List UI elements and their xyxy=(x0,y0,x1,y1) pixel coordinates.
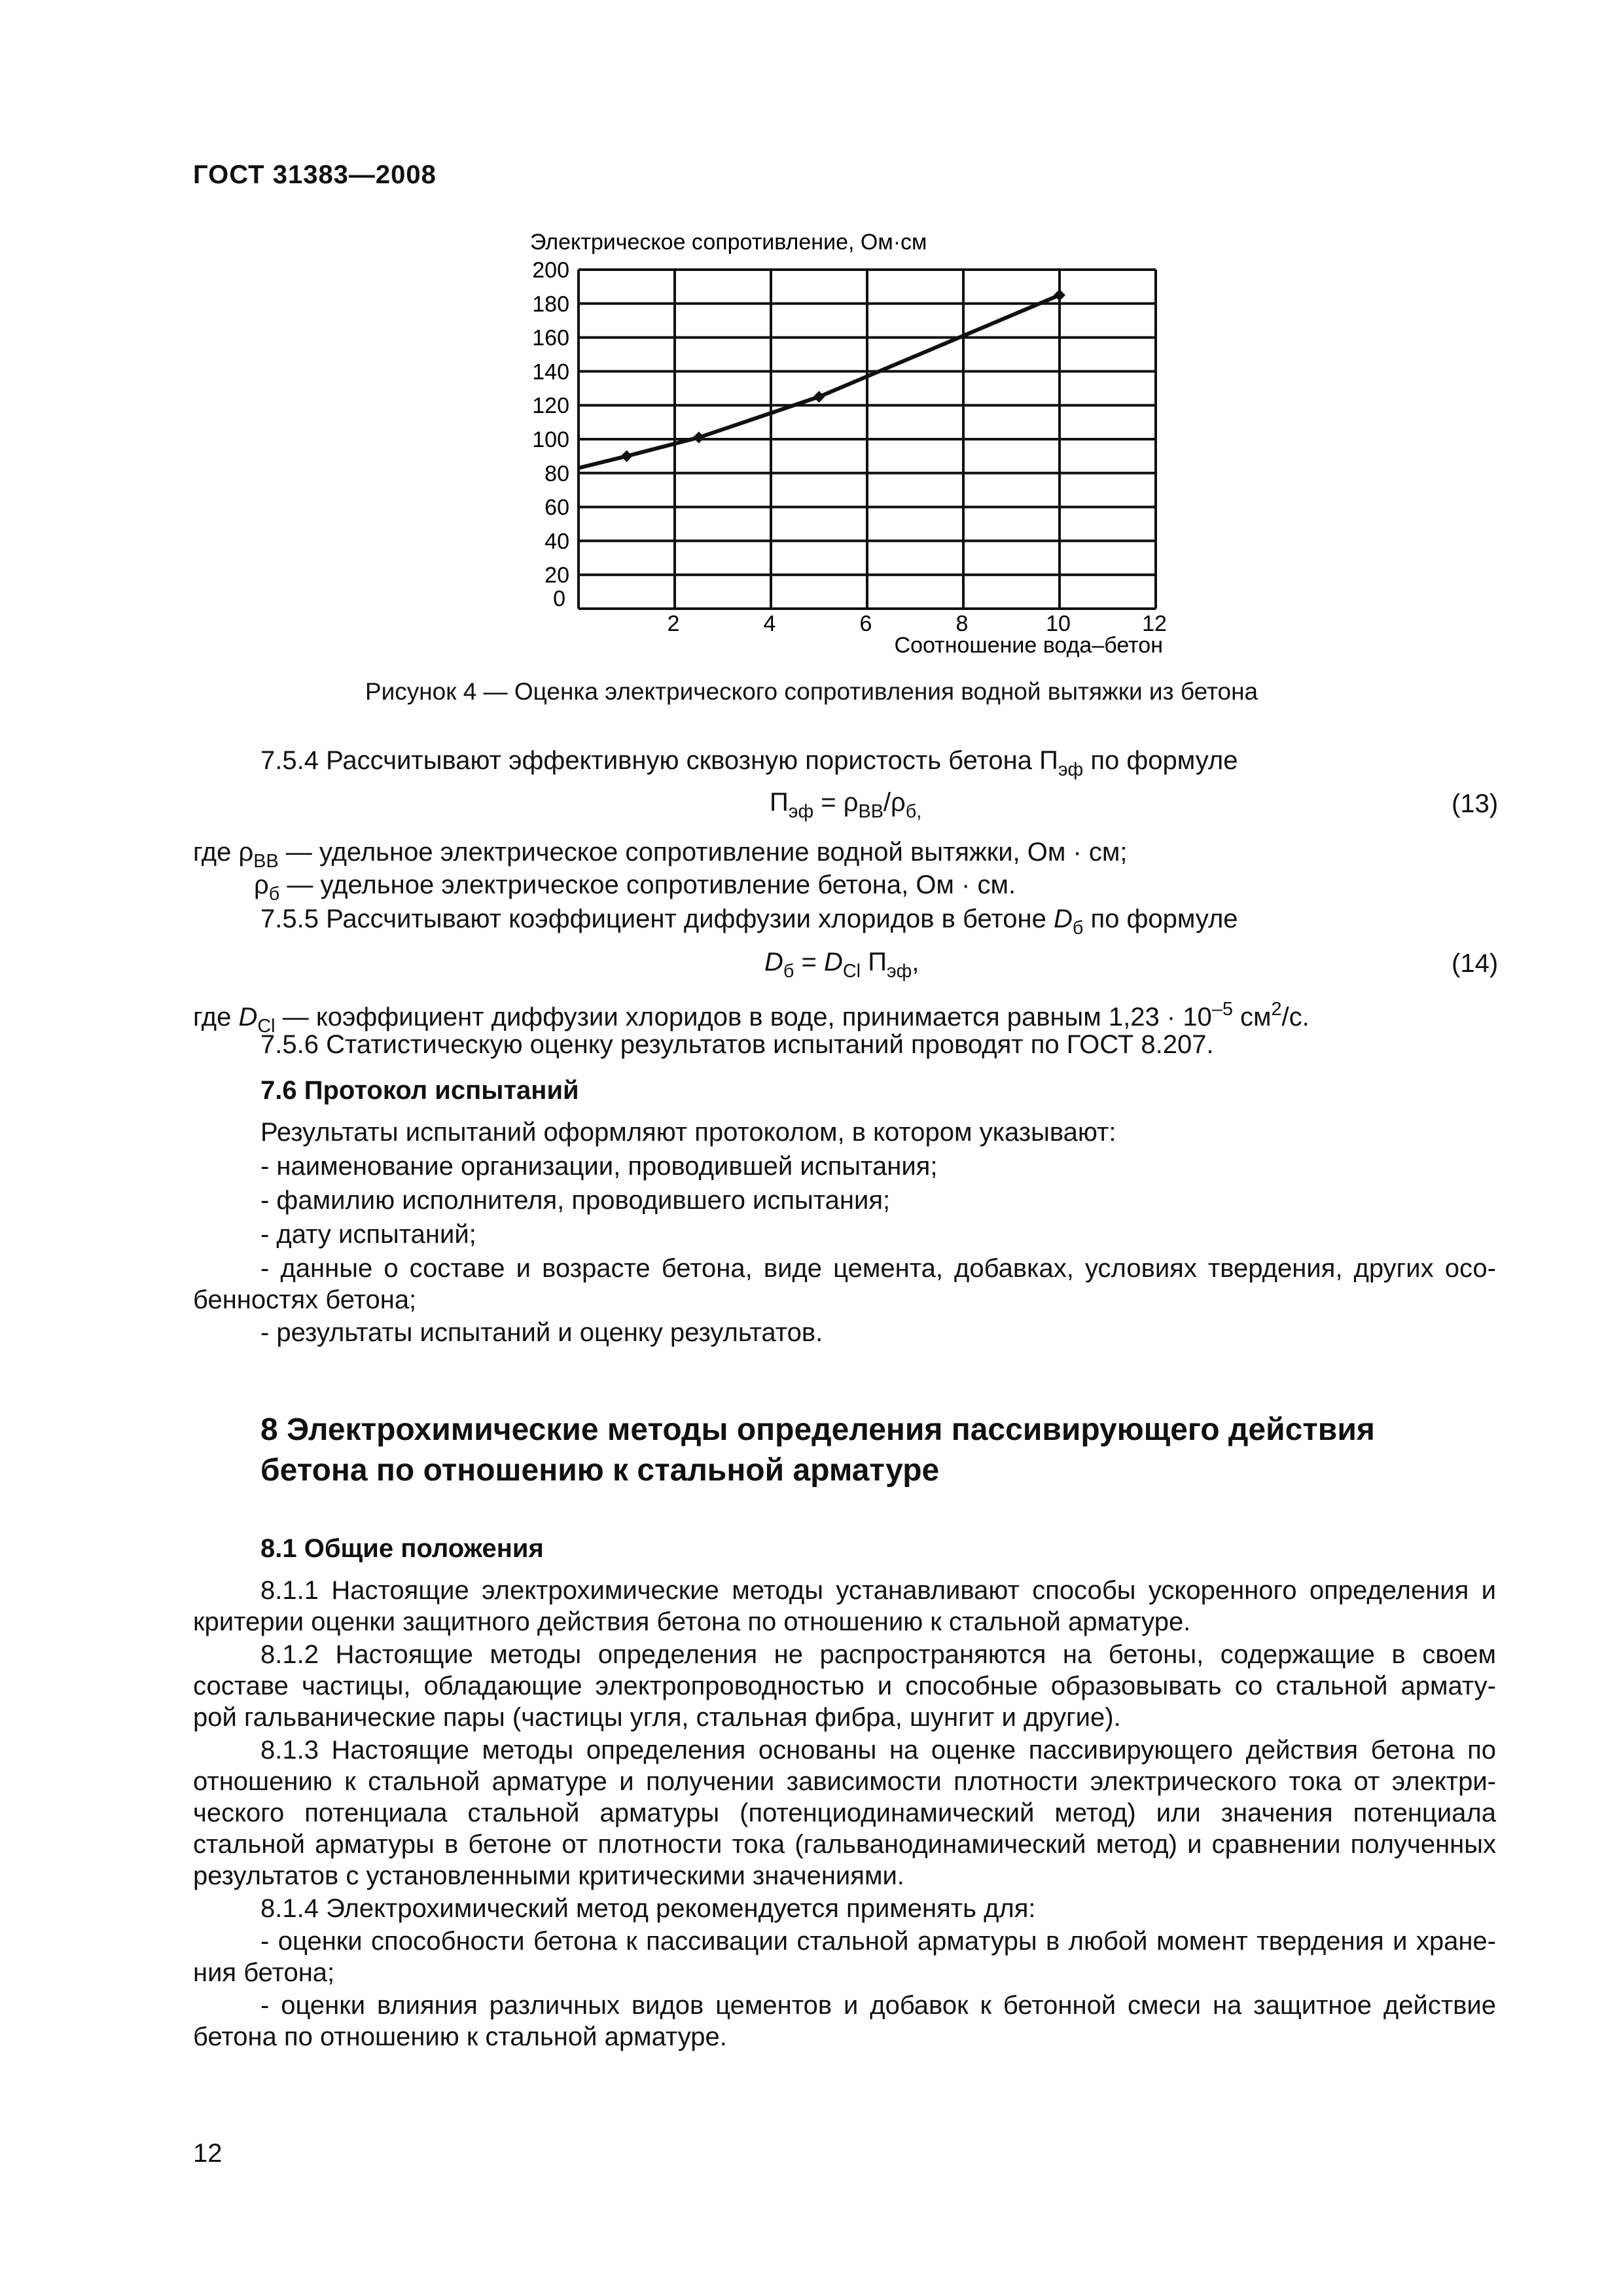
section-8-title-line1: 8 Электрохимические методы определения пассивирующего действия xyxy=(260,1412,1375,1447)
where-rho-b: $\rho_б$ — удельное электрическое сопротивление бетона, Ом · см. xyxy=(254,870,1016,905)
paragraph-line: ческого потенциала стальной арматуры (потенциодинамический метод) или значения потенциала xyxy=(193,1799,1496,1827)
paragraph-line: 8.1.4 Электрохимический метод рекомендуется применять для: xyxy=(260,1894,1036,1923)
protocol-item: - дату испытаний; xyxy=(260,1220,476,1249)
chart-x-tick-label: 4 xyxy=(763,611,776,636)
paragraph-line: - оценки способности бетона к пассивации стальной арматуры в любой момент твердения и хране- xyxy=(260,1927,1496,1956)
chart-x-tick-label: 2 xyxy=(667,611,680,636)
paragraph-7-5-6: 7.5.6 Статистическую оценку результатов испытаний проводят по ГОСТ 8.207. xyxy=(260,1030,1214,1059)
section-7-6-title: 7.6 Протокол испытаний xyxy=(260,1076,579,1105)
where-d-cl: где $D_{Cl}$ — коэффициент диффузии хлоридов в воде, принимается равным $1,23 \cdot 10^{-5}$ $см^2/с$. xyxy=(193,999,1310,1037)
figure-caption: Рисунок 4 — Оценка электрического сопротивления водной вытяжки из бетона xyxy=(365,678,1258,705)
paragraph-line: результатов с установленными критическими значениями. xyxy=(193,1861,904,1890)
paragraph-line: рой гальванические пары (частицы угля, стальная фибра, шунгит и другие). xyxy=(193,1703,1121,1732)
chart-y-tick-label: 160 xyxy=(532,325,569,351)
chart-series xyxy=(579,289,1065,468)
chart-xlabel: Соотношение вода–бетон xyxy=(894,633,1163,658)
section-8-1-title: 8.1 Общие положения xyxy=(260,1534,544,1563)
paragraph-7-5-5: 7.5.5 Рассчитывают коэффициент диффузии хлоридов в бетоне $D_б$ по формуле xyxy=(260,905,1238,939)
paragraph-line: ния бетона; xyxy=(193,1958,335,1987)
paragraph-line: - оценки влияния различных видов цементов и добавок к бетонной смеси на защитное действие xyxy=(260,1991,1496,2020)
where-rho-vv: где $\rho_{ВВ}$ — удельное электрическое сопротивление водной вытяжки, Ом · см; xyxy=(193,838,1128,872)
formula-13-number: (13) xyxy=(1452,789,1499,818)
chart-data-point xyxy=(813,391,825,403)
paragraph-line: 8.1.1 Настоящие электрохимические методы устанавливают способы ускоренного определения и xyxy=(260,1576,1496,1605)
protocol-item: - результаты испытаний и оценку результатов. xyxy=(260,1318,823,1347)
chart-data-point xyxy=(1054,289,1065,301)
chart-data-point xyxy=(621,450,633,462)
chart-x-ticks xyxy=(553,586,1167,636)
chart-series-line xyxy=(579,295,1060,468)
formula-14-number: (14) xyxy=(1452,949,1499,978)
page-number: 12 xyxy=(193,2139,223,2168)
chart-y-tick-label: 200 xyxy=(532,258,569,283)
paragraph-line: 8.1.3 Настоящие методы определения основаны на оценке пассивирующего действия бетона по xyxy=(260,1736,1496,1765)
section-8-title-line2: бетона по отношению к стальной арматуре xyxy=(260,1453,940,1488)
chart-y-tick-label: 180 xyxy=(532,291,569,317)
paragraph-line: бетона по отношению к стальной арматуре. xyxy=(193,2022,727,2051)
chart-y-ticks xyxy=(532,258,569,588)
chart-x-tick-label: 6 xyxy=(859,611,872,636)
chart-y-tick-label: 120 xyxy=(532,393,569,419)
chart-y-tick-label: 100 xyxy=(532,427,569,452)
formula-13: $П_{эф} = \rho_{ВВ}/\rho_{б,}$ xyxy=(770,788,922,823)
chart-data-point xyxy=(693,431,705,443)
chart-y-tick-label: 80 xyxy=(544,461,569,486)
chart-x-tick-label: 0 xyxy=(553,586,565,611)
chart-x-tick-label: 12 xyxy=(1142,611,1167,636)
paragraph-7-5-4: 7.5.4 Рассчитывают эффективную сквозную пористость бетона $П_{эф}$ по формуле xyxy=(260,746,1238,781)
section-7-6-intro: Результаты испытаний оформляют протоколом, в котором указывают: xyxy=(260,1118,1116,1147)
chart-y-tick-label: 20 xyxy=(544,563,569,588)
chart-grid xyxy=(579,270,1156,609)
document-header: ГОСТ 31383—2008 xyxy=(193,160,437,189)
chart-x-tick-label: 8 xyxy=(955,611,969,636)
chart-y-tick-label: 40 xyxy=(544,529,569,554)
protocol-item: - фамилию исполнителя, проводившего испытания; xyxy=(260,1186,891,1215)
paragraph-line: 8.1.2 Настоящие методы определения не распространяются на бетоны, содержащие в своем xyxy=(260,1640,1496,1669)
formula-14: $D_б = D_{Cl}$ $П_{эф}$, xyxy=(764,948,919,982)
paragraph-line: стальной арматуры в бетоне от плотности тока (гальванодинамический метод) и сравнении полученных xyxy=(193,1830,1496,1859)
chart-y-tick-label: 140 xyxy=(532,359,569,385)
paragraph-line: критерии оценки защитного действия бетона по отношению к стальной арматуре. xyxy=(193,1607,1191,1636)
resistance-chart xyxy=(0,0,1623,668)
protocol-item: - данные о составе и возрасте бетона, виде цемента, добавках, условиях твердения, других осо- xyxy=(260,1254,1496,1283)
protocol-item-continuation: бенностях бетона; xyxy=(193,1285,417,1314)
chart-y-tick-label: 60 xyxy=(544,495,569,520)
paragraph-line: составе частицы, обладающие электропроводностью и способные образовывать со стальной армату- xyxy=(193,1672,1496,1700)
paragraph-line: отношению к стальной арматуре и получении зависимости плотности электрического тока от электри- xyxy=(193,1767,1496,1796)
chart-x-tick-label: 10 xyxy=(1046,611,1071,636)
chart-ylabel: Электрическое сопротивление, Ом·см xyxy=(530,230,927,255)
protocol-item: - наименование организации, проводившей испытания; xyxy=(260,1152,938,1181)
